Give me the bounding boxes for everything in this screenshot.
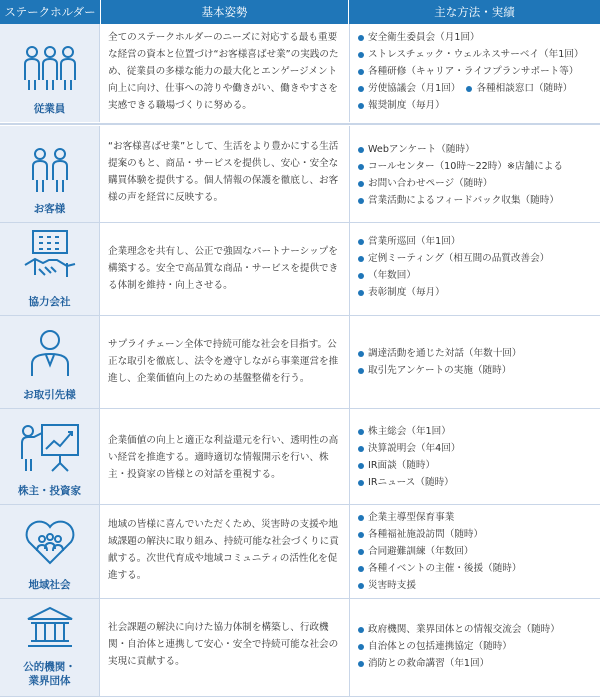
list-item: 各種研修（キャリア・ライフプランサポート等） — [358, 63, 594, 80]
row-public-agencies-methods — [349, 599, 600, 696]
row-partners-label-cell — [0, 223, 100, 315]
list-item: 取引先アンケートの実施（随時） — [358, 362, 594, 379]
list-item: 災害時支援 — [358, 577, 594, 594]
list-item: IR面談（随時） — [358, 457, 594, 474]
list-item-continued — [358, 267, 594, 284]
row-shareholders-label: 株主・投資家 — [18, 485, 81, 497]
row-divider — [0, 123, 600, 125]
government-building-icon — [25, 605, 75, 649]
list-item: 労使協議会（月1回） — [358, 80, 460, 97]
business-person-icon — [28, 328, 72, 380]
row-shareholders-label-cell — [0, 409, 100, 504]
row-shareholders-methods — [349, 409, 600, 504]
list-item: 企業主導型保育事業 — [358, 509, 594, 526]
row-employees-policy: 全てのステークホルダーのニーズに対応する最も重要な経営の資本と位置づけ“お客様喜ばせ業”の実践のため、従業員の多様な能力の最大化とエンゲージメント向上に向け、仕事への誇りや働きがい、働きやすさを実感できる職場づくりに努める。 — [108, 32, 339, 111]
row-suppliers-methods — [349, 316, 600, 408]
list-item: 自治体との包括連携協定（随時） — [358, 638, 594, 655]
list-item: 株主総会（年1回） — [358, 423, 594, 440]
list-item: 政府機関、業界団体との情報交流会（随時） — [358, 621, 594, 638]
row-suppliers-label: お取引先様 — [23, 389, 76, 401]
row-public-agencies-label-cell — [0, 599, 100, 696]
row-community-label: 地域社会 — [28, 579, 71, 591]
list-item: 報奨制度（毎月） — [358, 97, 594, 114]
list-item: 合同避難訓練（年数回） — [358, 543, 594, 560]
row-public-agencies-label — [0, 660, 99, 688]
handshake-building-icon — [23, 229, 77, 285]
heart-community-icon — [24, 519, 76, 565]
row-public-agencies-policy: 社会課題の解決に向けた協力体制を構築し、行政機関・自治体と連携して安心・安全で持続可能な社会の実現に貢献する。 — [108, 622, 339, 667]
list-item: 安全衛生委員会（月1回） — [358, 29, 594, 46]
row-community-label-cell — [0, 505, 100, 598]
list-item: 営業活動によるフィードバック収集（随時） — [358, 192, 594, 209]
list-item: 各種相談窓口（随時） — [466, 80, 572, 97]
list-item: IRニュース（随時） — [358, 474, 594, 491]
list-item: 各種福祉施設訪問（随時） — [358, 526, 594, 543]
header-stakeholder: ステークホルダー — [0, 0, 100, 24]
row-customers-policy: “お客様喜ばせ業”として、生活をより豊かにする生活提案のもと、商品・サービスを提供し、安心・安全な購買体験を提供する。個人情報の保護を徹底し、お客様の声を経営に反映する。 — [108, 141, 339, 203]
list-item: 各種イベントの主催・後援（随時） — [358, 560, 594, 577]
list-item: 消防との救命講習（年1回） — [358, 655, 594, 672]
list-item: コールセンター（10時〜22時）※店舗による — [358, 158, 594, 175]
header-basic-stance: 基本姿勢 — [101, 0, 348, 24]
row-employees-label: 従業員 — [33, 103, 66, 115]
list-item: 表彰制度（毎月） — [358, 284, 594, 301]
list-item-text: （年数回） — [368, 270, 416, 281]
list-item: 定例ミーティング（相互間の品質改善会） — [358, 250, 594, 267]
row-employees-methods — [349, 24, 600, 122]
presentation-chart-icon — [18, 419, 82, 475]
list-item: Webアンケート（随時） — [358, 141, 594, 158]
row-partners-label: 協力会社 — [28, 296, 71, 308]
row-partners-methods — [349, 223, 600, 315]
row-suppliers-label-cell — [0, 316, 100, 408]
row-employees-label-cell — [0, 24, 100, 122]
list-item: 決算説明会（年4回） — [358, 440, 594, 457]
label-line-2: 業界団体 — [28, 675, 71, 687]
row-partners-policy: 企業理念を共有し、公正で強固なパートナーシップを構築する。安全で高品質な商品・サービスを提供できる体制を維持・向上させる。 — [108, 246, 339, 291]
employees-icon — [20, 42, 80, 94]
row-community-policy: 地域の皆様に喜んでいただくため、災害時の支援や地域課題の解決に取り組み、持続可能な社会づくりに貢献する。次世代育成や地域コミュニティの活性化を促進する。 — [108, 519, 339, 581]
row-customers-label-cell — [0, 126, 100, 222]
row-suppliers-policy: サプライチェーン全体で持続可能な社会を目指す。公正な取引を徹底し、法令を遵守しながら事業運営を推進し、企業価値向上のための基盤整備を行う。 — [108, 339, 339, 384]
list-item: お問い合わせページ（随時） — [358, 175, 594, 192]
customers-icon — [28, 146, 72, 194]
row-community-methods — [349, 505, 600, 598]
row-shareholders-policy: 企業価値の向上と適正な利益還元を行い、透明性の高い経営を推進する。適時適切な情報開示を行い、株主・投資家の皆様との対話を重視する。 — [108, 435, 339, 480]
header-methods: 主な方法・実績 — [349, 0, 600, 24]
list-item: 営業所巡回（年1回） — [358, 233, 594, 250]
row-customers-methods — [349, 126, 600, 222]
row-customers-label: お客様 — [33, 203, 66, 215]
list-item: 調達活動を通じた対話（年数十回） — [358, 345, 594, 362]
label-line-1: 公的機関・ — [23, 661, 76, 673]
list-item: ストレスチェック・ウェルネスサーベイ（年1回） — [358, 46, 594, 63]
